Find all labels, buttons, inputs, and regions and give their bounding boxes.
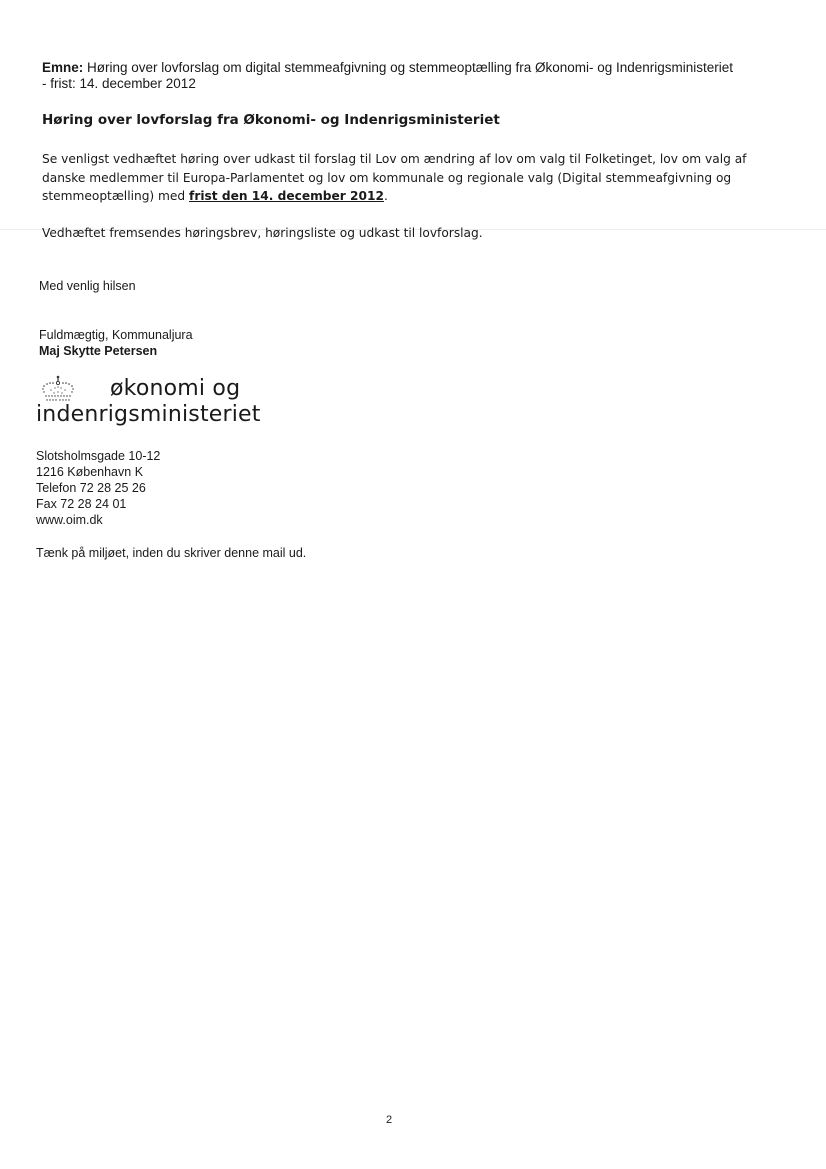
signature-block (39, 327, 193, 359)
address-street: Slotsholmsgade 10-12 (36, 449, 161, 463)
logo-text-line2: indenrigsministeriet (36, 402, 261, 427)
email-subject (42, 60, 782, 92)
subject-deadline: - frist: 14. december 2012 (42, 76, 196, 91)
address-website[interactable]: www.oim.dk (36, 513, 103, 527)
ministry-logo (36, 372, 276, 436)
address-block (36, 448, 160, 528)
body-text-after: . (383, 189, 388, 203)
subject-label: Emne: (42, 60, 84, 75)
signature-title: Fuldmægtig, Kommunaljura (39, 328, 193, 342)
environment-note: Tænk på miljøet, inden du skriver denne mail ud. (36, 546, 307, 560)
subject-text: Høring over lovforslag om digital stemmeafgivning og stemmeoptælling fra Økonomi- og Indenrigsministeriet (87, 60, 734, 75)
closing-greeting: Med venlig hilsen (39, 279, 136, 293)
page-heading: Høring over lovforslag fra Økonomi- og Indenrigsministeriet (42, 112, 500, 128)
attachments-line: Vedhæftet fremsendes høringsbrev, høringsliste og udkast til lovforslag. (42, 226, 483, 240)
signature-name: Maj Skytte Petersen (39, 344, 158, 358)
logo-text-line1: økonomi og (110, 376, 241, 401)
address-phone: Telefon 72 28 25 26 (36, 481, 146, 495)
address-city: 1216 København K (36, 465, 144, 479)
address-fax: Fax 72 28 24 01 (36, 497, 127, 511)
body-text-before: Se venligst vedhæftet høring over udkast til forslag til Lov om ændring af lov om valg til Folketinget, lov om valg af danske medlemmer til Europa-Parlamentet og lov om kommunale og regionale valg (Digital stemmeafgivning og stemmeoptælling) med (42, 152, 747, 203)
body-deadline: frist den 14. december 2012 (189, 189, 384, 203)
page-number: 2 (386, 1114, 393, 1126)
body-paragraph (42, 150, 782, 206)
crown-icon (38, 374, 78, 404)
